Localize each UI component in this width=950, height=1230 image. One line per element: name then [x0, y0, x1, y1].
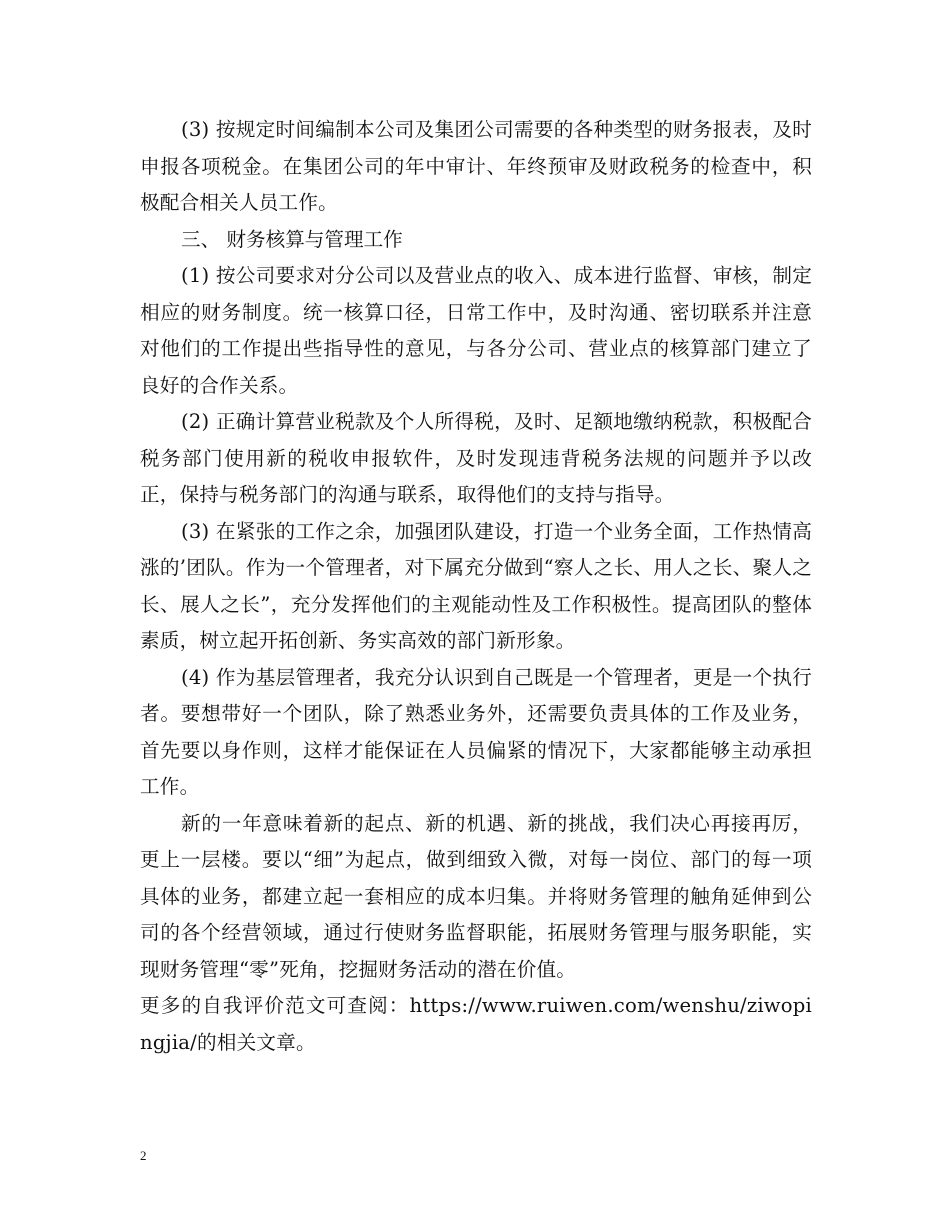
page-number: 2	[140, 1148, 147, 1163]
paragraph-report-duties: (3) 按规定时间编制本公司及集团公司需要的各种类型的财务报表，及时申报各项税金。在集团公司的年中审计、年终预审及财政税务的检查中，积极配合相关人员工作。	[140, 118, 812, 214]
paragraph-more-link: 更多的自我评价范文可查阅：https://www.ruiwen.com/wenshu/ziwopingjia/的相关文章。	[140, 994, 812, 1054]
paragraph-grassroots-manager: (4) 作为基层管理者，我充分认识到自己既是一个管理者，更是一个执行者。要想带好一个团队，除了熟悉业务外，还需要负责具体的工作及业务，首先要以身作则，这样才能保证在人员偏紧的情况下，大家都能够主动承担工作。	[140, 665, 812, 798]
paragraph-new-year-goals: 新的一年意味着新的起点、新的机遇、新的挑战，我们决心再接再厉，更上一层楼。要以“细”为起点，做到细致入微，对每一岗位、部门的每一项具体的业务，都建立起一套相应的成本归集。并将财务管理的触角延伸到公司的各个经营领域，通过行使财务监督职能，拓展财务管理与服务职能，实现财务管理“零”死角，挖掘财务活动的潜在价值。	[140, 811, 812, 981]
paragraph-branch-supervision: (1) 按公司要求对分公司以及营业点的收入、成本进行监督、审核，制定相应的财务制度。统一核算口径，日常工作中，及时沟通、密切联系并注意对他们的工作提出些指导性的意见，与各分公司、营业点的核算部门建立了良好的合作关系。	[140, 264, 812, 397]
paragraph-team-building: (3) 在紧张的工作之余，加强团队建设，打造一个业务全面，工作热情高涨的’团队。作为一个管理者，对下属充分做到“察人之长、用人之长、聚人之长、展人之长”，充分发挥他们的主观能动性及工作积极性。提高团队的整体素质，树立起开拓创新、务实高效的部门新形象。	[140, 519, 812, 652]
document-body	[140, 112, 812, 1061]
paragraph-tax-calculation: (2) 正确计算营业税款及个人所得税，及时、足额地缴纳税款，积极配合税务部门使用新的税收申报软件，及时发现违背税务法规的问题并予以改正，保持与税务部门的沟通与联系，取得他们的支持与指导。	[140, 410, 812, 506]
section-heading-accounting: 三、 财务核算与管理工作	[181, 227, 403, 251]
